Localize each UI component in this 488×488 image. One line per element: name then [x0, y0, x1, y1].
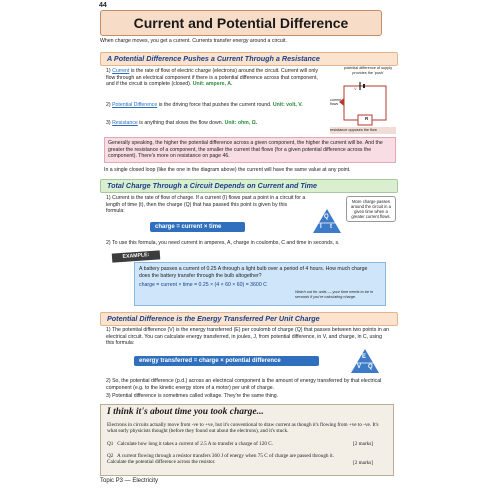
questions-heading: I think it's about time you took charge... [107, 407, 264, 417]
s1-item-3-num: 3) [106, 120, 111, 126]
example-box [134, 262, 386, 306]
s2-item-1-num: 1) [106, 195, 111, 201]
page-title: Current and Potential Difference [133, 15, 349, 31]
s2-item-2-text: To use this formula, you need current in amperes, A, charge in coulombs, C and time in seconds, s. [111, 240, 340, 246]
s1-item-2 [106, 102, 326, 109]
s3-item-3-num: 3) [106, 393, 111, 399]
example-label: EXAMPLE: [112, 250, 161, 262]
energy-equation: energy transferred = charge × potential difference [134, 356, 319, 366]
s3-item-2-text: So, the potential difference (p.d.) across an electrical component is the amount of energy transferred by that electrical component (e.g. to the kinetic energy store of a motor) per unit of charge. [106, 378, 382, 391]
charge-equation: charge = current × time [150, 222, 245, 232]
tri-top: Q [324, 214, 329, 220]
s3-item-1 [106, 327, 390, 347]
section2-heading: Total Charge Through a Circuit Depends on Current and Time [100, 179, 398, 193]
page-number: 44 [99, 2, 107, 9]
pink-note: Generally speaking, the higher the potential difference across a given component, the higher the current will be. And the greater the resistance of a component, the smaller the current that flows (for a given potential difference across the component). There's more on resistance on page 46. [104, 137, 396, 163]
current-flow-label: current flows [330, 98, 342, 106]
s2-item-2-num: 2) [106, 240, 111, 246]
q-it-triangle [312, 208, 342, 234]
tri-left: I [320, 224, 322, 230]
question-1 [107, 441, 387, 447]
tri2-top: E [362, 354, 367, 360]
s3-item-3 [106, 393, 390, 400]
s3-item-1-num: 1) [106, 327, 111, 333]
s1-item-1 [106, 68, 326, 88]
title-band [100, 10, 382, 36]
triangle-svg-2 [350, 348, 380, 374]
s1-item-2-unit: Unit: volt, V. [272, 102, 303, 108]
questions-intro: Electrons in circuits actually move from -ve to +ve, but it's conventional to draw current as though it's flowing from +ve to -ve. It's what early physicists thought (before they found out about the electrons), and it's stuck. [107, 422, 379, 435]
s1-item-1-unit: Unit: ampere, A. [192, 81, 233, 88]
s1-item-1-text: is the rate of flow of electric charge (electrons) around the circuit. Current will only flow through an electrical component if there is a potential difference across that component, and if the circuit is complete (closed). [106, 68, 318, 88]
example-answer: charge = current × time = 0.25 × (4 × 60 × 60) = 3600 C [139, 282, 267, 288]
s1-item-2-term: Potential Difference [112, 102, 158, 108]
s1-item-2-num: 2) [106, 102, 111, 108]
s3-item-1-text: The potential difference (V) is the energy transferred (E) per coulomb of charge (Q) that passes between two points in an electrical circuit. You can calculate energy transferred, in joules, J, from potential difference, in V, and charge, in C, using this formula: [106, 327, 389, 347]
tri2-left: V [357, 364, 362, 370]
supply-v-label: V [354, 86, 357, 91]
footer: Topic P3 — Electricity [100, 478, 159, 484]
s1-item-1-num: 1) [106, 68, 111, 74]
questions-box [100, 404, 394, 476]
example-question: A battery passes a current of 0.25 A through a light bulb over a period of 4 hours. How much charge does the battery transfer through the bulb altogether? [139, 266, 368, 279]
s2-item-1 [106, 195, 306, 215]
s2-item-1-text: Current is the rate of flow of charge. If a current (I) flows past a point in a circuit for a length of time (t), then the charge (Q) that has passed this point is given by this formula: [106, 195, 306, 215]
triangle-svg [312, 208, 342, 234]
q1-text: Calculate how long it takes a current of 2.5 A to transfer a charge of 120 C. [117, 441, 274, 447]
s1-item-3 [106, 120, 326, 127]
tri-right: t [330, 224, 332, 230]
s2-item-2 [106, 240, 396, 247]
resistance-label: resistance opposes the flow [330, 127, 396, 134]
q2-num: Q2 [107, 453, 114, 459]
q1-marks: [2 marks] [353, 441, 374, 447]
example-tip: Watch out for units — your time needs to be in seconds if you're calculating charge. [295, 290, 374, 299]
supply-label: potential difference of supply provides the 'push' [343, 66, 393, 75]
intro-text: When charge moves, you get a current. Currents transfer energy around a circuit. [100, 38, 287, 44]
e-vq-triangle [350, 348, 380, 374]
tri2-right: Q [368, 364, 373, 370]
q1-num: Q1 [107, 441, 114, 447]
s3-item-2 [106, 378, 390, 391]
question-2 [107, 453, 347, 466]
s1-item-3-term: Resistance [112, 120, 138, 126]
s1-item-2-text: is the driving force that pushes the current round. [158, 102, 272, 108]
circuit-svg [330, 80, 394, 132]
s1-item-1-term: Current [112, 68, 130, 74]
s1-item-3-unit: Unit: ohm, Ω. [224, 120, 258, 126]
q2-text: A current flowing through a resistor transfers 360 J of energy when 75 C of charge are passed through it. Calculate the potential difference across the resistor. [107, 453, 335, 466]
s3-item-2-num: 2) [106, 378, 111, 384]
resistor-label: R [365, 116, 369, 121]
s3-item-3-text: Potential difference is sometimes called voltage. They're the same thing. [112, 393, 279, 399]
q2-marks: [2 marks] [353, 460, 374, 466]
side-note: More charge passes around the circuit in a given time when a greater current flows. [346, 196, 396, 222]
circuit-diagram [330, 66, 394, 132]
loop-note: In a single closed loop (like the one in the diagram above) the current will have the same value at any point. [104, 167, 351, 173]
section3-heading: Potential Difference is the Energy Transferred Per Unit Charge [100, 312, 398, 326]
section1-heading: A Potential Difference Pushes a Current Through a Resistance [100, 52, 398, 66]
s1-item-3-text: is anything that slows the flow down. [139, 120, 224, 126]
